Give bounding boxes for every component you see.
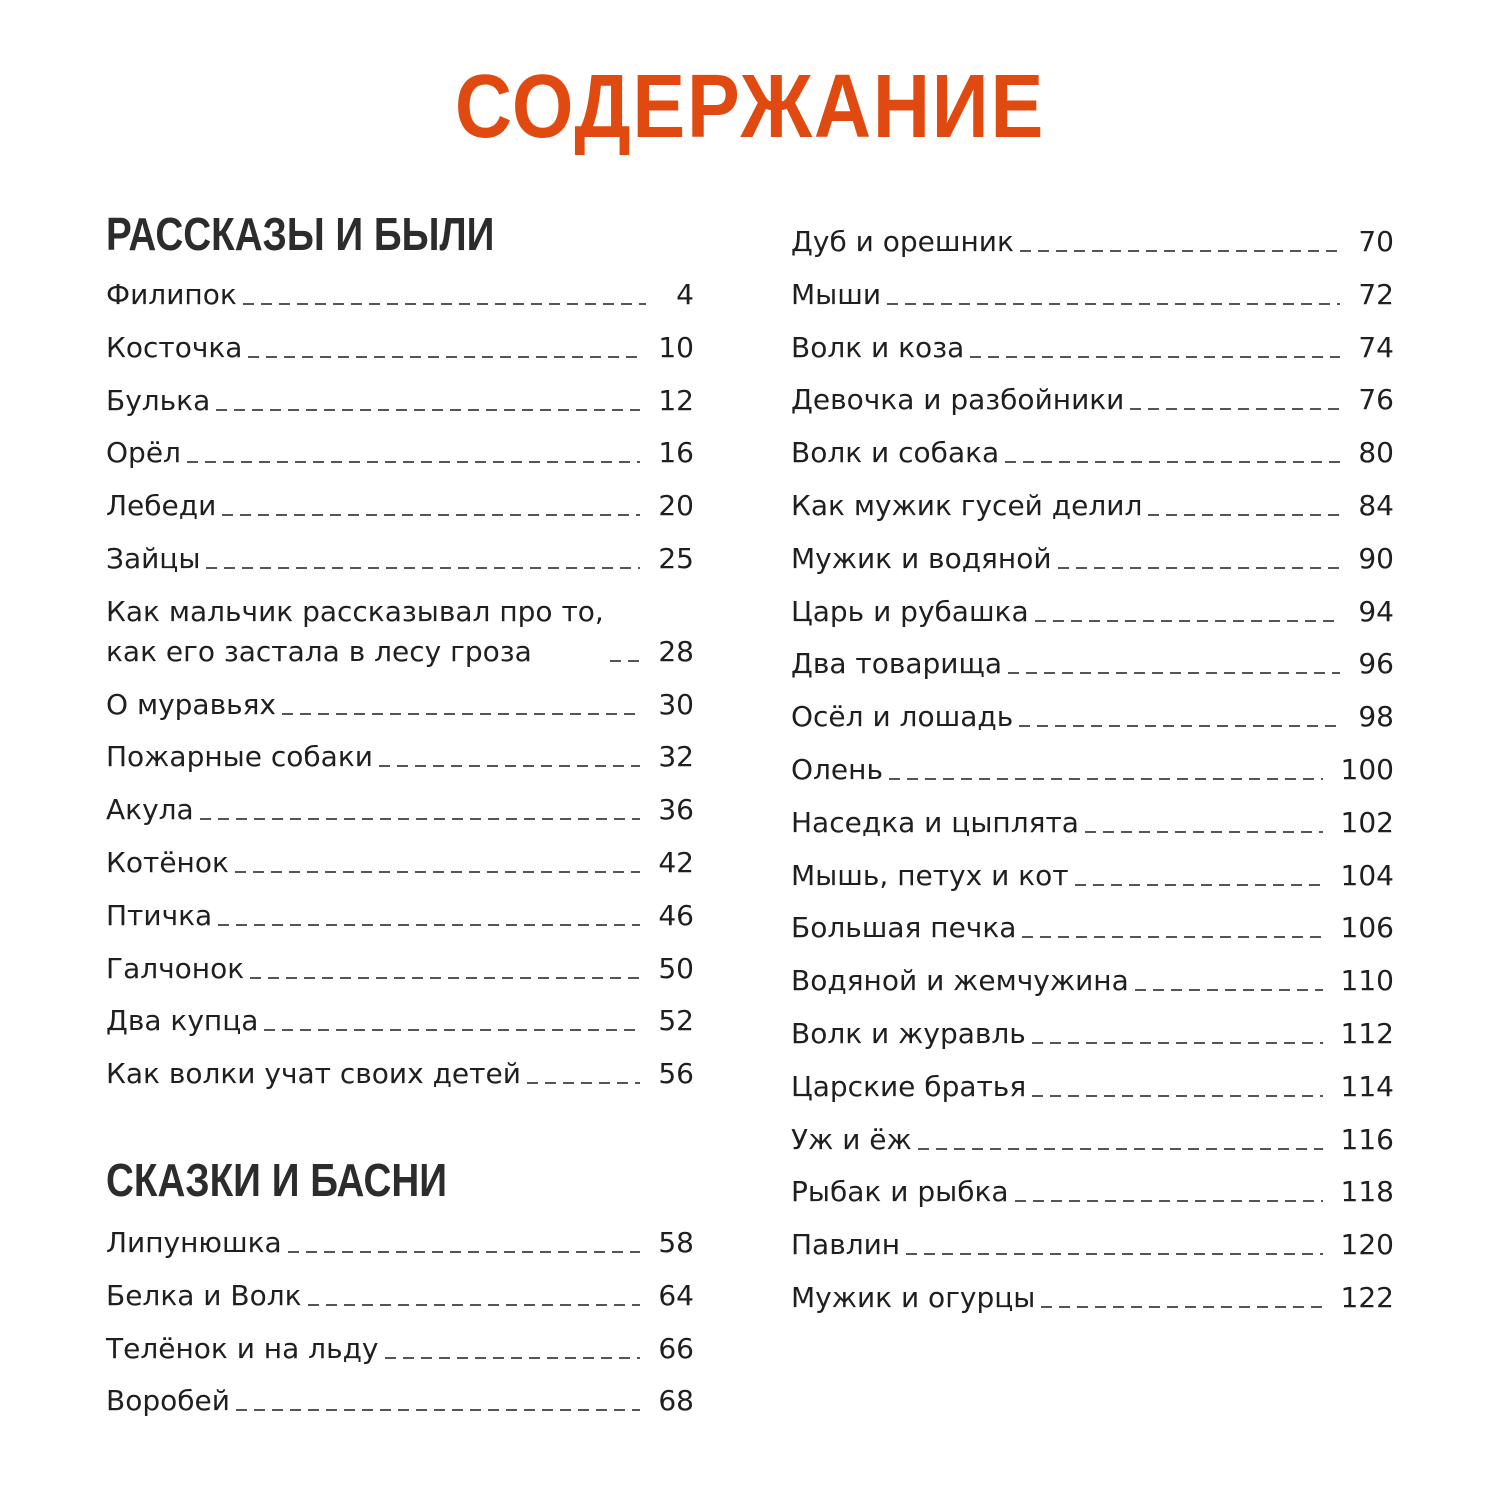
toc-entry-title: Котёнок xyxy=(106,846,229,879)
dot-leader xyxy=(1130,408,1340,410)
section-heading-stories: РАССКАЗЫ И БЫЛИ xyxy=(106,208,495,260)
toc-entry xyxy=(791,433,1394,473)
toc-entry-page: 112 xyxy=(1340,1017,1394,1050)
toc-entry xyxy=(791,644,1394,684)
toc-entry-title: Мышь, петух и кот xyxy=(791,858,1069,892)
toc-entry-page: 120 xyxy=(1340,1228,1394,1262)
toc-entry-page: 74 xyxy=(1358,330,1394,364)
toc-entry-title: Царь и рубашка xyxy=(791,594,1029,628)
dot-leader xyxy=(1020,250,1340,252)
dot-leader xyxy=(1058,567,1341,569)
dot-leader xyxy=(216,409,640,411)
dot-leader xyxy=(1035,620,1341,622)
toc-entry-page: 72 xyxy=(1358,277,1394,311)
toc-entry-page: 32 xyxy=(658,740,694,774)
toc-entry-page: 114 xyxy=(1340,1069,1394,1103)
toc-entry-title: Мыши xyxy=(791,277,882,311)
toc-entry-page: 90 xyxy=(1358,541,1394,575)
dot-leader xyxy=(200,818,641,820)
dot-leader xyxy=(1005,461,1340,463)
dot-leader xyxy=(906,1253,1322,1255)
toc-entry-page: 28 xyxy=(658,634,694,668)
toc-entry-title: О муравьях xyxy=(106,687,276,721)
dot-leader xyxy=(918,1148,1323,1150)
dot-leader xyxy=(1148,514,1340,516)
toc-entry-title: Дуб и орешник xyxy=(791,225,1014,258)
toc-entry-title: Царские братья xyxy=(791,1069,1027,1103)
dot-leader xyxy=(889,778,1323,780)
toc-entry-page: 68 xyxy=(658,1384,694,1418)
toc-entry-title: Волк и собака xyxy=(791,436,1000,470)
toc-entry-page: 46 xyxy=(658,898,694,932)
toc-entry xyxy=(791,1120,1394,1160)
toc-entry-page: 76 xyxy=(1358,383,1394,417)
toc-entry xyxy=(791,328,1394,368)
toc-entry-title: Как мужик гусей делил xyxy=(791,489,1143,522)
toc-entry-title: Павлин xyxy=(791,1228,901,1262)
toc-entry xyxy=(106,685,694,725)
dot-leader xyxy=(1041,1306,1322,1308)
dot-leader xyxy=(235,871,640,873)
dot-leader xyxy=(1032,1042,1323,1044)
toc-entry xyxy=(106,790,694,830)
toc-entry-title: Мужик и огурцы xyxy=(791,1281,1036,1314)
toc-entry-title: Как мальчик рассказывал про то, как его застала в лесу гроза xyxy=(106,594,604,668)
toc-entry xyxy=(791,380,1394,420)
toc-entry-title: Булька xyxy=(106,383,211,417)
toc-entry xyxy=(106,1381,694,1421)
dot-leader xyxy=(1022,936,1322,938)
toc-entry-title: Уж и ёж xyxy=(791,1122,912,1156)
toc-entry-title: Филипок xyxy=(106,278,237,311)
toc-entry-page: 12 xyxy=(658,383,694,417)
toc-entry-page: 106 xyxy=(1340,911,1394,945)
toc-entry-title: Два товарища xyxy=(791,647,1003,681)
dot-leader xyxy=(308,1304,641,1306)
toc-entry xyxy=(106,1054,694,1094)
toc-entry-title: Липунюшка xyxy=(106,1226,282,1259)
toc-entry xyxy=(791,275,1394,315)
toc-entry xyxy=(106,1329,694,1369)
dot-leader xyxy=(1032,1095,1322,1097)
toc-entry-page: 80 xyxy=(1358,436,1394,470)
toc-entry xyxy=(791,856,1394,896)
toc-entry-title: Пожарные собаки xyxy=(106,740,373,774)
dot-leader xyxy=(887,303,1340,305)
toc-entry-title: Лебеди xyxy=(106,489,217,523)
toc-entry xyxy=(791,908,1394,948)
dot-leader xyxy=(243,303,646,305)
dot-leader xyxy=(264,1029,640,1031)
toc-entry-title: Птичка xyxy=(106,898,213,932)
toc-entry xyxy=(106,381,694,421)
toc-entry-page: 122 xyxy=(1340,1281,1394,1314)
toc-entry xyxy=(106,737,694,777)
toc-entry-page: 58 xyxy=(658,1226,694,1259)
toc-entry-title: Осёл и лошадь xyxy=(791,700,1014,734)
toc-entry-page: 102 xyxy=(1340,805,1394,839)
dot-leader xyxy=(385,1357,641,1359)
toc-entry xyxy=(791,1278,1394,1318)
toc-entry-title: Два купца xyxy=(106,1004,259,1038)
dot-leader xyxy=(610,660,641,662)
toc-entry xyxy=(791,486,1394,526)
toc-entry-page: 4 xyxy=(676,278,694,311)
dot-leader xyxy=(379,765,640,767)
toc-entry-title: Орёл xyxy=(106,436,181,470)
toc-entry-page: 84 xyxy=(1358,489,1394,522)
toc-entry-page: 16 xyxy=(658,436,694,470)
dot-leader xyxy=(282,713,640,715)
dot-leader xyxy=(1015,1200,1323,1202)
toc-entry xyxy=(791,1014,1394,1054)
toc-entry xyxy=(106,539,694,579)
toc-entry-page: 66 xyxy=(658,1331,694,1365)
dot-leader xyxy=(1085,831,1323,833)
toc-entry-page: 110 xyxy=(1340,964,1394,998)
toc-entry-page: 104 xyxy=(1340,858,1394,892)
toc-entry xyxy=(791,1225,1394,1265)
toc-entry xyxy=(106,1223,694,1263)
toc-entry-title: Белка и Волк xyxy=(106,1278,302,1312)
toc-entry xyxy=(791,539,1394,579)
dot-leader xyxy=(970,356,1340,358)
toc-entry xyxy=(106,328,694,368)
toc-entry-page: 42 xyxy=(658,846,694,879)
page-title: СОДЕРЖАНИЕ xyxy=(454,57,1046,157)
section-heading-tales: СКАЗКИ И БАСНИ xyxy=(106,1154,448,1206)
toc-entry-page: 36 xyxy=(658,793,694,827)
dot-leader xyxy=(248,356,640,358)
toc-entry-title: Воробей xyxy=(106,1384,230,1418)
toc-entry-page: 25 xyxy=(658,542,694,575)
toc-entry-title: Как волки учат своих детей xyxy=(106,1057,521,1091)
toc-entry-title: Акула xyxy=(106,793,194,827)
toc-entry-title: Наседка и цыплята xyxy=(791,805,1079,839)
dot-leader xyxy=(206,567,640,569)
toc-entry xyxy=(791,750,1394,790)
toc-entry-page: 30 xyxy=(658,687,694,721)
toc-entry xyxy=(106,843,694,883)
toc-entry-title: Телёнок и на льду xyxy=(106,1331,379,1365)
toc-entry-page: 64 xyxy=(658,1278,694,1312)
toc-entry xyxy=(106,896,694,936)
dot-leader xyxy=(187,461,640,463)
toc-entry xyxy=(106,275,694,315)
toc-entry-title: Рыбак и рыбка xyxy=(791,1175,1009,1209)
toc-entry-title: Галчонок xyxy=(106,951,245,985)
toc-entry-page: 10 xyxy=(658,330,694,364)
toc-entry-page: 116 xyxy=(1340,1122,1394,1156)
toc-entry-title: Волк и коза xyxy=(791,330,965,364)
toc-entry-title: Зайцы xyxy=(106,542,201,575)
dot-leader xyxy=(218,924,640,926)
toc-entry-title: Большая печка xyxy=(791,911,1017,945)
dot-leader xyxy=(236,1409,640,1411)
toc-entry-page: 52 xyxy=(658,1004,694,1038)
toc-entry xyxy=(791,803,1394,843)
toc-entry-page: 50 xyxy=(658,951,694,985)
toc-entry xyxy=(791,697,1394,737)
toc-entry-page: 100 xyxy=(1340,753,1394,786)
dot-leader xyxy=(222,514,640,516)
dot-leader xyxy=(1008,672,1340,674)
toc-entry-title: Олень xyxy=(791,753,883,786)
toc-entry-page: 98 xyxy=(1358,700,1394,734)
toc-entry-title: Косточка xyxy=(106,330,243,364)
dot-leader xyxy=(527,1082,640,1084)
dot-leader xyxy=(1075,884,1323,886)
toc-entry-title: Волк и журавль xyxy=(791,1017,1026,1050)
toc-entry-page: 70 xyxy=(1358,225,1394,258)
toc-entry-page: 118 xyxy=(1340,1175,1394,1209)
toc-entry-title: Мужик и водяной xyxy=(791,541,1052,575)
toc-entry xyxy=(106,486,694,526)
toc-entry-page: 20 xyxy=(658,489,694,523)
toc-entry xyxy=(791,961,1394,1001)
toc-entry xyxy=(106,592,694,672)
toc-entry xyxy=(106,1276,694,1316)
toc-entry-page: 94 xyxy=(1358,594,1394,628)
toc-entry-title: Водяной и жемчужина xyxy=(791,964,1129,998)
toc-entry xyxy=(791,592,1394,632)
toc-entry xyxy=(791,1172,1394,1212)
dot-leader xyxy=(288,1251,641,1253)
dot-leader xyxy=(250,977,640,979)
toc-entry xyxy=(106,433,694,473)
toc-entry xyxy=(106,949,694,989)
toc-entry-page: 56 xyxy=(658,1057,694,1091)
toc-entry-title: Девочка и разбойники xyxy=(791,383,1125,417)
toc-entry xyxy=(791,1067,1394,1107)
toc-entry xyxy=(791,222,1394,262)
dot-leader xyxy=(1019,725,1340,727)
toc-entry-page: 96 xyxy=(1358,647,1394,681)
dot-leader xyxy=(1135,989,1323,991)
toc-entry xyxy=(106,1001,694,1041)
